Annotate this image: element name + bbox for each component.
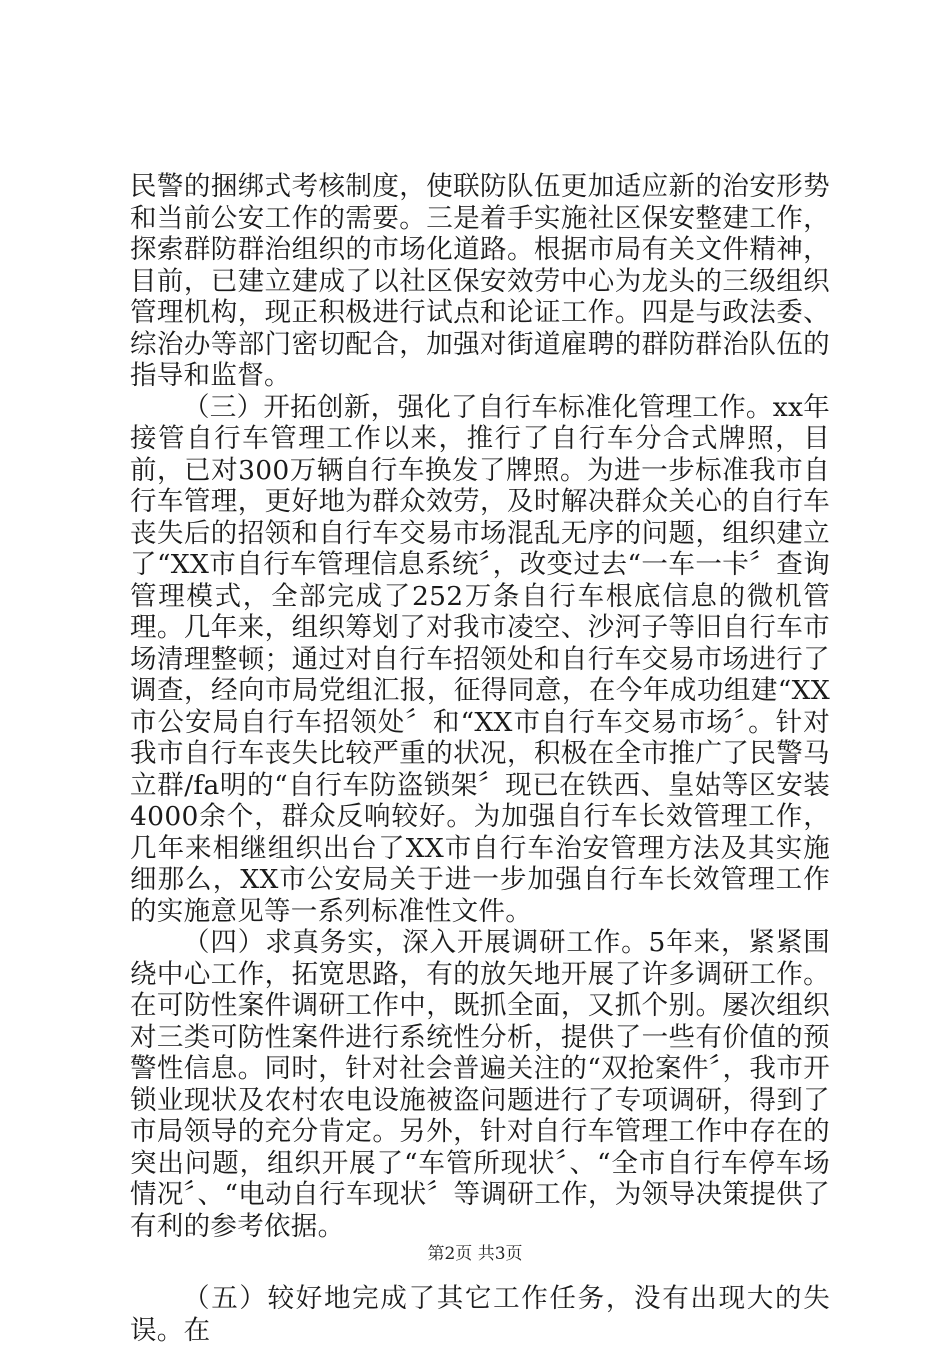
paragraph-continuation: 民警的捆绑式考核制度，使联防队伍更加适应新的治安形势和当前公安工作的需要。三是着手实施社区保安整建工作，探索群防群治组织的市场化道路。根据市局有关文件精神，目前，已建立建成了以社区保安效劳中心为龙头的三级组织管理机构，现正积极进行试点和论证工作。四是与政法委、综治办等部门密切配合，加强对街道雇聘的群防群治队伍的指导和监督。 [130,171,830,391]
page-number: 第2页 共3页 [427,1244,523,1264]
paragraph-section-5: （五）较好地完成了其它工作任务，没有出现大的失误。在 [130,1283,830,1346]
document-body [130,171,830,1346]
paragraph-section-4: （四）求真务实，深入开展调研工作。5年来，紧紧围绕中心工作，拓宽思路，有的放矢地开展了许多调研工作。在可防性案件调研工作中，既抓全面，又抓个别。屡次组织对三类可防性案件进行系统性分析，提供了一些有价值的预警性信息。同时，针对社会普遍关注的“双抢案件〞，我市开锁业现状及农村农电设施被盗问题进行了专项调研，得到了市局领导的充分肯定。另外，针对自行车管理工作中存在的突出问题，组织开展了“车管所现状〞、“全市自行车停车场情况〞、“电动自行车现状〞等调研工作，为领导决策提供了有利的参考依据。 [130,927,830,1242]
page-footer [0,1243,950,1265]
paragraph-section-3: （三）开拓创新，强化了自行车标准化管理工作。xx年接管自行车管理工作以来，推行了自行车分合式牌照，目前，已对300万辆自行车换发了牌照。为进一步标准我市自行车管理，更好地为群众效劳，及时解决群众关心的自行车丧失后的招领和自行车交易市场混乱无序的问题，组织建立了“XX市自行车管理信息系统〞，改变过去“一车一卡〞查询管理模式，全部完成了252万条自行车根底信息的微机管理。几年来，组织筹划了对我市凌空、沙河子等旧自行车市场清理整顿；通过对自行车招领处和自行车交易市场进行了调查，经向市局党组汇报，征得同意，在今年成功组建“XX市公安局自行车招领处〞和“XX市自行车交易市场〞。针对我市自行车丧失比较严重的状况，积极在全市推广了民警马立群/fa明的“自行车防盗锁架〞现已在铁西、皇姑等区安装4000余个，群众反响较好。为加强自行车长效管理工作，几年来相继组织出台了XX市自行车治安管理方法及其实施细那么，XX市公安局关于进一步加强自行车长效管理工作的实施意见等一系列标准性文件。 [130,391,830,927]
